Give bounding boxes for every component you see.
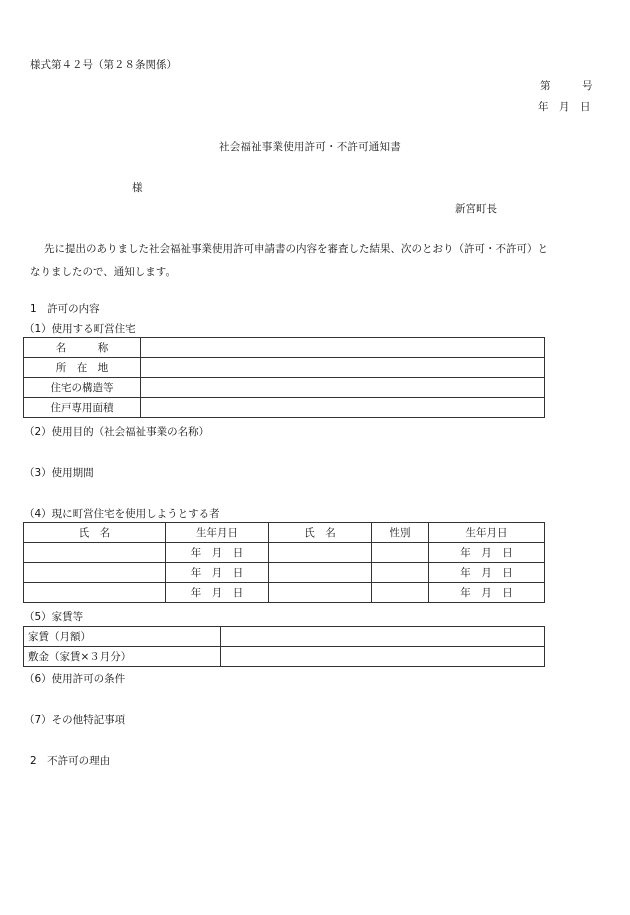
rent-table	[23, 626, 545, 667]
rent-label-monthly: 家賃（月額）	[24, 627, 221, 647]
occupants-table	[23, 522, 545, 603]
notice-body: 先に提出のありました社会福祉事業使用許可申請書の内容を審査した結果、次のとおり（許可・不許可）となりましたので、通知します。	[30, 243, 548, 278]
table-row	[24, 583, 545, 603]
table-row	[24, 378, 545, 398]
document-date-line: 年 月 日	[538, 101, 591, 113]
form-label: 様式第４２号（第２８条関係）	[30, 59, 177, 71]
header-birthdate-2: 生年月日	[429, 523, 545, 543]
header-name-1: 氏 名	[24, 523, 166, 543]
occupants-subheading: （4）現に町営住宅を使用しようとする者	[24, 508, 220, 520]
period-subheading: （3）使用期間	[24, 467, 94, 479]
occupant-birthdate-cell[interactable]: 年 月 日	[166, 543, 269, 563]
occupant-name-cell[interactable]	[24, 583, 166, 603]
housing-subheading: （1）使用する町営住宅	[24, 323, 136, 335]
table-header-row	[24, 523, 545, 543]
header-birthdate-1: 生年月日	[166, 523, 269, 543]
table-row	[24, 563, 545, 583]
occupant-gender-cell[interactable]	[372, 543, 429, 563]
purpose-subheading: （2）使用目的（社会福祉事業の名称）	[24, 426, 210, 438]
rent-value-deposit[interactable]	[221, 647, 545, 667]
housing-value-area[interactable]	[141, 398, 545, 418]
table-row	[24, 358, 545, 378]
housing-value-name[interactable]	[141, 338, 545, 358]
table-row	[24, 627, 545, 647]
occupant-birthdate-cell[interactable]: 年 月 日	[166, 583, 269, 603]
housing-label-location: 所 在 地	[24, 358, 141, 378]
table-row	[24, 398, 545, 418]
housing-value-structure[interactable]	[141, 378, 545, 398]
remarks-subheading: （7）その他特記事項	[24, 714, 126, 726]
header-gender: 性別	[372, 523, 429, 543]
rent-value-monthly[interactable]	[221, 627, 545, 647]
rent-label-deposit: 敷金（家賃×３月分）	[24, 647, 221, 667]
header-name-2: 氏 名	[269, 523, 372, 543]
housing-label-name: 名 称	[24, 338, 141, 358]
occupant-name-cell[interactable]	[24, 543, 166, 563]
occupant-birthdate-cell[interactable]: 年 月 日	[429, 563, 545, 583]
occupant-name-cell[interactable]	[269, 583, 372, 603]
occupant-birthdate-cell[interactable]: 年 月 日	[429, 583, 545, 603]
table-row	[24, 647, 545, 667]
occupant-name-cell[interactable]	[269, 563, 372, 583]
document-title: 社会福祉事業使用許可・不許可通知書	[219, 141, 401, 153]
addressee-honorific: 様	[132, 182, 143, 194]
occupant-name-cell[interactable]	[269, 543, 372, 563]
section2-heading: 2 不許可の理由	[30, 755, 111, 767]
table-row	[24, 543, 545, 563]
occupant-birthdate-cell[interactable]: 年 月 日	[429, 543, 545, 563]
occupant-gender-cell[interactable]	[372, 563, 429, 583]
housing-label-area: 住戸専用面積	[24, 398, 141, 418]
occupant-birthdate-cell[interactable]: 年 月 日	[166, 563, 269, 583]
document-number-line: 第 号	[540, 80, 593, 92]
conditions-subheading: （6）使用許可の条件	[24, 673, 126, 685]
rent-subheading: （5）家賃等	[24, 611, 84, 623]
section1-heading: 1 許可の内容	[30, 303, 100, 315]
housing-table	[23, 337, 545, 418]
issuer-name: 新宮町長	[455, 203, 497, 215]
housing-value-location[interactable]	[141, 358, 545, 378]
occupant-gender-cell[interactable]	[372, 583, 429, 603]
housing-label-structure: 住宅の構造等	[24, 378, 141, 398]
table-row	[24, 338, 545, 358]
occupant-name-cell[interactable]	[24, 563, 166, 583]
